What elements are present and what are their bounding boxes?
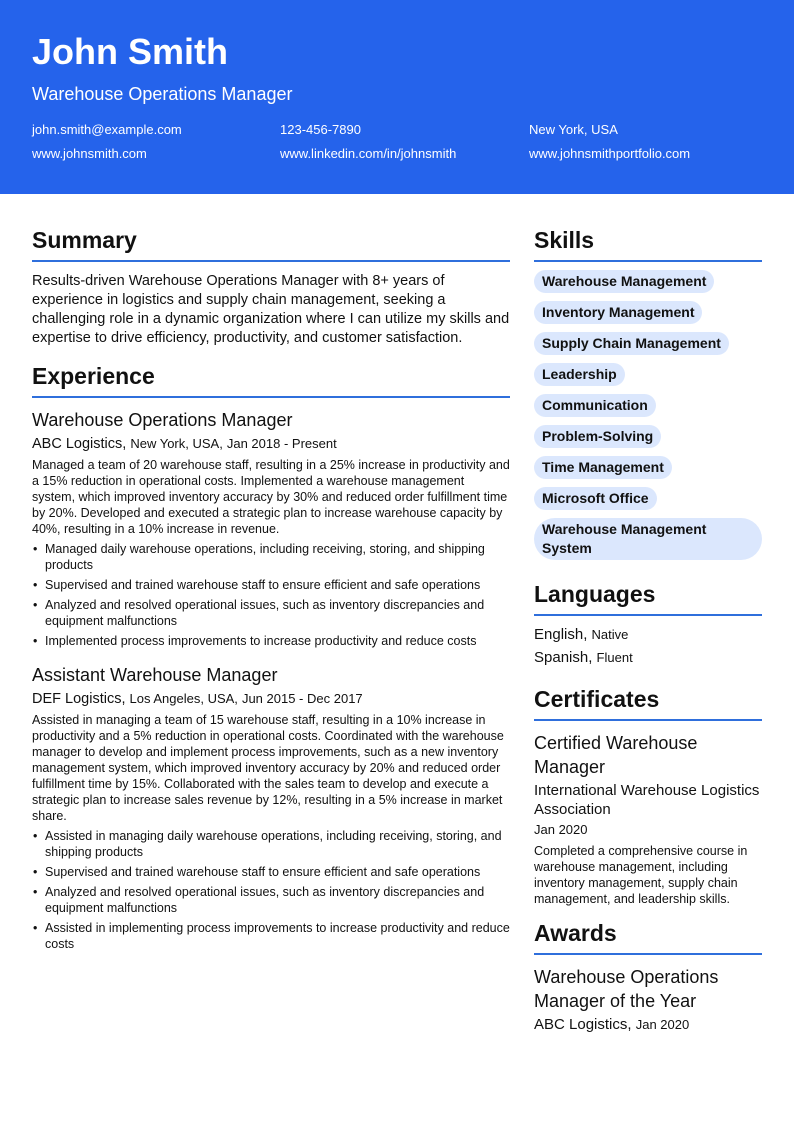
languages-heading: Languages: [534, 580, 762, 616]
main-column: [32, 226, 510, 956]
skill-tag: Communication: [534, 394, 656, 417]
skill-tag: Problem-Solving: [534, 425, 661, 448]
job-entry: [32, 663, 510, 952]
skill-tag: Time Management: [534, 456, 672, 479]
job-title: Assistant Warehouse Manager: [32, 665, 278, 685]
job-meta: [32, 434, 510, 454]
language-item: [534, 647, 762, 669]
job-title: Warehouse Operations Manager: [32, 410, 293, 430]
certificate-organization: International Warehouse Logistics Association: [534, 782, 760, 818]
job-entry: [32, 408, 510, 649]
certificate-entry: [534, 731, 762, 907]
skills-list: [534, 270, 762, 560]
job-dates: Jan 2018 - Present: [226, 436, 337, 451]
resume-header: [0, 0, 794, 194]
job-description: Managed a team of 20 warehouse staff, resulting in a 25% increase in productivity and a 15% reduction in operational costs. Implemented a warehouse management system, which improved inventory accuracy by 30% and reduced order fulfillment time by 20%. Developed and executed a strategic plan to increase warehouse capacity by 40%, resulting in a 10% increase in revenue.: [32, 458, 510, 536]
candidate-name: John Smith: [32, 31, 228, 72]
job-company: DEF Logistics,: [32, 691, 126, 707]
list-item: • Assisted in managing daily warehouse operations, including receiving, storing, and shipping products: [33, 829, 502, 859]
certificate-date: Jan 2020: [534, 822, 588, 837]
list-item: • Managed daily warehouse operations, including receiving, storing, and shipping products: [33, 542, 485, 572]
skill-tag: Inventory Management: [534, 301, 702, 324]
language-name: Spanish,: [534, 649, 593, 666]
skill-tag: Leadership: [534, 363, 625, 386]
skills-heading: Skills: [534, 226, 762, 262]
job-bullets: [32, 828, 510, 952]
job-location: Los Angeles, USA,: [129, 691, 238, 706]
list-item: • Implemented process improvements to increase productivity and reduce costs: [33, 634, 477, 648]
portfolio-link[interactable]: www.johnsmithportfolio.com: [529, 146, 691, 161]
list-item: • Assisted in implementing process improvements to increase productivity and reduce costs: [33, 921, 510, 951]
language-level: Fluent: [596, 650, 633, 665]
job-location: New York, USA,: [130, 436, 223, 451]
location-text: New York, USA: [529, 122, 618, 137]
language-name: English,: [534, 626, 588, 643]
phone-number[interactable]: 123-456-7890: [280, 122, 361, 137]
job-dates: Jun 2015 - Dec 2017: [241, 691, 363, 706]
award-organization: ABC Logistics,: [534, 1016, 632, 1033]
list-item: • Analyzed and resolved operational issues, such as inventory discrepancies and equipment malfunctions: [33, 885, 485, 915]
experience-heading: Experience: [32, 362, 510, 398]
skill-tag: Warehouse Management: [534, 270, 714, 293]
award-entry: [534, 965, 762, 1035]
job-meta: [32, 689, 510, 709]
awards-heading: Awards: [534, 919, 762, 955]
language-level: Native: [591, 627, 629, 642]
website-link[interactable]: www.johnsmith.com: [32, 146, 147, 161]
award-name: Warehouse Operations Manager of the Year: [534, 967, 719, 1011]
job-bullets: [32, 541, 510, 649]
list-item: • Supervised and trained warehouse staff to ensure efficient and safe operations: [33, 865, 481, 879]
email-link[interactable]: john.smith@example.com: [32, 122, 182, 137]
certificate-name: Certified Warehouse Manager: [534, 733, 698, 777]
side-column: [534, 226, 762, 1035]
linkedin-link[interactable]: www.linkedin.com/in/johnsmith: [280, 146, 457, 161]
candidate-title: Warehouse Operations Manager: [32, 84, 293, 104]
certificate-description: Completed a comprehensive course in warehouse management, including inventory management, supply chain management, and leadership skills.: [534, 844, 748, 906]
summary-heading: Summary: [32, 226, 510, 262]
award-date: Jan 2020: [635, 1017, 690, 1032]
certificates-heading: Certificates: [534, 685, 762, 721]
award-meta: [534, 1015, 762, 1035]
languages-list: [534, 624, 762, 669]
job-description: Assisted in managing a team of 15 warehouse staff, resulting in a 10% increase in productivity and a 5% reduction in operational costs. Coordinated with the warehouse manager to develop and implement process improvements, such as a new inventory management system, which improved inventory accuracy by 20% and reduced order fulfillment time by 15%. Collaborated with the sales team to develop and execute a strategic plan to increase sales revenue by 12%, resulting in a 5% increase in market share.: [32, 713, 504, 823]
language-item: [534, 624, 762, 646]
summary-text: Results-driven Warehouse Operations Manager with 8+ years of experience in logistics and supply chain management, seeking a challenging role in a dynamic organization where I can utilize my skills and expertise to drive efficiency, productivity, and customer satisfaction.: [32, 273, 510, 346]
list-item: • Supervised and trained warehouse staff to ensure efficient and safe operations: [33, 578, 481, 592]
skill-tag: Supply Chain Management: [534, 332, 729, 355]
list-item: • Analyzed and resolved operational issues, such as inventory discrepancies and equipment malfunctions: [33, 598, 485, 628]
skill-tag: Microsoft Office: [534, 487, 657, 510]
job-company: ABC Logistics,: [32, 436, 127, 452]
skill-tag: Warehouse Management System: [534, 518, 762, 560]
